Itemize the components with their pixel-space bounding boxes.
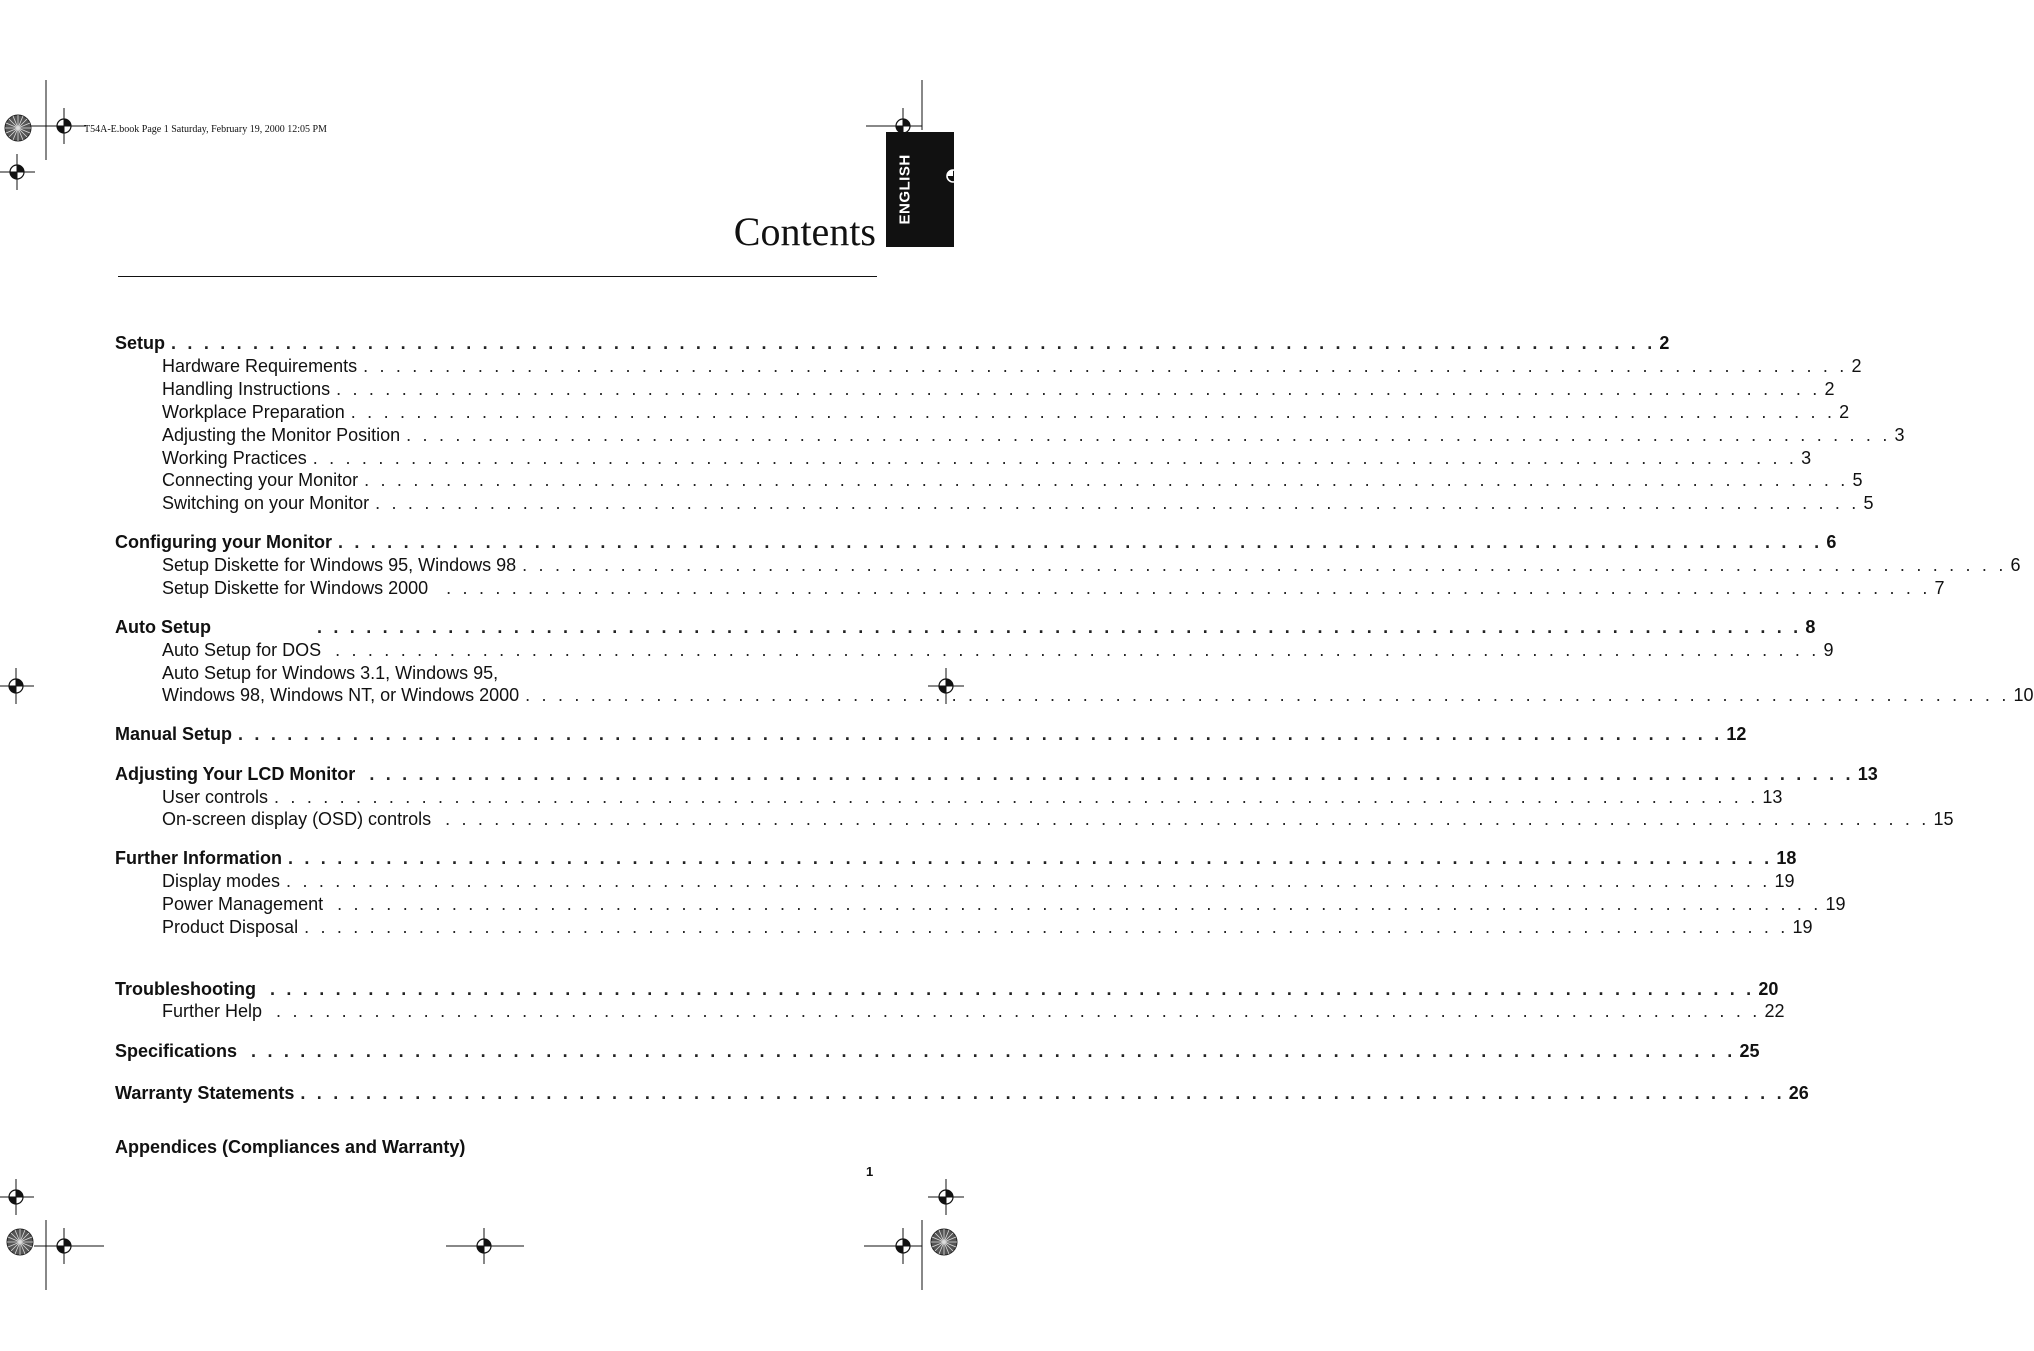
toc-entry-power-management[interactable]	[162, 893, 1846, 916]
dot-leader: . . . . . . . . . . . . . . . . . . . . . . . . . . . . . . . . . . . . . . . . . . . . . . . . . . . . . . . . . . . . . . . . . . . . . . . . . . . . . . . . . . . . . . . . . . .	[171, 333, 1656, 353]
toc-entry-auto-setup-dos[interactable]	[162, 639, 1834, 662]
toc-entry-connecting-monitor[interactable]	[162, 469, 1863, 492]
toc-page-number: 19	[1774, 871, 1795, 891]
dot-leader: . . . . . . . . . . . . . . . . . . . . . . . . . . . . . . . . . . . . . . . . . . . . . . . . . . . . . . . . . . . . . . . . . . . . . . . . . . . . . . . . . . . . . . . . . . .	[286, 871, 1771, 891]
toc-entry-label: On-screen display (OSD) controls	[162, 809, 432, 829]
toc-page-number: 6	[2010, 555, 2021, 575]
toc-entry-osd-controls[interactable]	[162, 808, 1954, 831]
toc-entry-label: Power Management	[162, 894, 324, 914]
toc-entry-label: Hardware Requirements	[162, 356, 358, 376]
toc-entry-label: Product Disposal	[162, 917, 299, 937]
toc-chapter-label: Setup	[115, 333, 166, 353]
dot-leader: . . . . . . . . . . . . . . . . . . . . . . . . . . . . . . . . . . . . . . . . . . . . . . . . . . . . . . . . . . . . . . . . . . . . . . . . . . . . . . . . . . . . . . . . . . .	[276, 1001, 1761, 1021]
toc-chapter-label: Adjusting Your LCD Monitor	[115, 764, 356, 784]
dot-leader: . . . . . . . . . . . . . . . . . . . . . . . . . . . . . . . . . . . . . . . . . . . . . . . . . . . . . . . . . . . . . . . . . . . . . . . . . . . . . . . . . . . . . . . . . . .	[288, 848, 1773, 868]
dot-leader: . . . . . . . . . . . . . . . . . . . . . . . . . . . . . . . . . . . . . . . . . . . . . . . . . . . . . . . . . . . . . . . . . . . . . . . . . . . . . . . . . . . . . . . . . . .	[375, 493, 1860, 513]
toc-page-number: 2	[1824, 379, 1835, 399]
toc-page-number: 10	[2013, 685, 2034, 705]
toc-entry-product-disposal[interactable]	[162, 916, 1813, 939]
toc-chapter-label: Troubleshooting	[115, 979, 256, 999]
toc-entry-label: Windows 98, Windows NT, or Windows 2000	[162, 685, 520, 705]
toc-chapter-configuring-monitor[interactable]	[115, 531, 1837, 554]
toc-page-number: 26	[1788, 1083, 1809, 1103]
toc-page-number: 6	[1826, 532, 1837, 552]
toc-entry-label: Switching on your Monitor	[162, 493, 370, 513]
toc-entry-label: Setup Diskette for Windows 95, Windows 98	[162, 555, 517, 575]
toc-entry-setup-diskette-2000[interactable]	[162, 577, 1945, 600]
toc-entry-label: Workplace Preparation	[162, 402, 345, 422]
toc-entry-setup-diskette-95-98[interactable]	[162, 554, 2021, 577]
toc-page-number: 20	[1758, 979, 1779, 999]
toc-page-number: 18	[1776, 848, 1797, 868]
toc-chapter-further-information[interactable]	[115, 847, 1797, 870]
toc-page-number: 5	[1852, 470, 1863, 490]
page-number: 1	[866, 1164, 874, 1179]
dot-leader: . . . . . . . . . . . . . . . . . . . . . . . . . . . . . . . . . . . . . . . . . . . . . . . . . . . . . . . . . . . . . . . . . . . . . . . . . . . . . . . . . . . . . . . . . . .	[335, 640, 1820, 660]
dot-leader: . . . . . . . . . . . . . . . . . . . . . . . . . . . . . . . . . . . . . . . . . . . . . . . . . . . . . . . . . . . . . . . . . . . . . . . . . . . . . . . . . . . . . . . . . . .	[336, 379, 1821, 399]
dot-leader: . . . . . . . . . . . . . . . . . . . . . . . . . . . . . . . . . . . . . . . . . . . . . . . . . . . . . . . . . . . . . . . . . . . . . . . . . . . . . . . . . . . . . . . . . . .	[238, 724, 1723, 744]
dot-leader: . . . . . . . . . . . . . . . . . . . . . . . . . . . . . . . . . . . . . . . . . . . . . . . . . . . . . . . . . . . . . . . . . . . . . . . . . . . . . . . . . . . . . . . . . . .	[300, 1083, 1785, 1103]
dot-leader: . . . . . . . . . . . . . . . . . . . . . . . . . . . . . . . . . . . . . . . . . . . . . . . . . . . . . . . . . . . . . . . . . . . . . . . . . . . . . . . . . . . . . . . . . . .	[364, 470, 1849, 490]
toc-page-number: 2	[1659, 333, 1670, 353]
dot-leader: . . . . . . . . . . . . . . . . . . . . . . . . . . . . . . . . . . . . . . . . . . . . . . . . . . . . . . . . . . . . . . . . . . . . . . . . . . . . . . . . . . . . . . . . . . .	[522, 555, 2007, 575]
dot-leader: . . . . . . . . . . . . . . . . . . . . . . . . . . . . . . . . . . . . . . . . . . . . . . . . . . . . . . . . . . . . . . . . . . . . . . . . . . . . . . . . . . . . . . . . . . .	[445, 809, 1930, 829]
toc-page-number: 15	[1933, 809, 1954, 829]
toc-chapter-troubleshooting[interactable]	[115, 978, 1779, 1001]
toc-entry-further-help[interactable]	[162, 1000, 1785, 1023]
toc-entry-hardware-requirements[interactable]	[162, 355, 1862, 378]
toc-entry-label: User controls	[162, 787, 269, 807]
toc-entry-label: Adjusting the Monitor Position	[162, 425, 401, 445]
toc-entry-workplace-preparation[interactable]	[162, 401, 1850, 424]
toc-page-number: 9	[1823, 640, 1834, 660]
toc-page-number: 7	[1934, 578, 1945, 598]
toc-chapter-setup[interactable]	[115, 332, 1670, 355]
dot-leader: . . . . . . . . . . . . . . . . . . . . . . . . . . . . . . . . . . . . . . . . . . . . . . . . . . . . . . . . . . . . . . . . . . . . . . . . . . . . . . . . . . . . . . . . . . .	[337, 894, 1822, 914]
toc-chapter-specifications[interactable]	[115, 1040, 1760, 1063]
dot-leader: . . . . . . . . . . . . . . . . . . . . . . . . . . . . . . . . . . . . . . . . . . . . . . . . . . . . . . . . . . . . . . . . . . . . . . . . . . . . . . . . . . . . . . . . . . .	[525, 685, 2010, 705]
toc-chapter-label: Warranty Statements	[115, 1083, 295, 1103]
toc-entry-user-controls[interactable]	[162, 786, 1783, 809]
dot-leader: . . . . . . . . . . . . . . . . . . . . . . . . . . . . . . . . . . . . . . . . . . . . . . . . . . . . . . . . . . . . . . . . . . . . . . . . . . . . . . . . . . . . . . . . . . .	[363, 356, 1848, 376]
toc-entry-label: Connecting your Monitor	[162, 470, 359, 490]
dot-leader: . . . . . . . . . . . . . . . . . . . . . . . . . . . . . . . . . . . . . . . . . . . . . . . . . . . . . . . . . . . . . . . . . . . . . . . . . . . . . . . . . . . . . . . . . . .	[369, 764, 1854, 784]
toc-page-number: 13	[1762, 787, 1783, 807]
toc-chapter-auto-setup[interactable]	[115, 616, 1816, 639]
toc-chapter-label: Auto Setup	[115, 617, 211, 637]
toc-entry-label: Auto Setup for DOS	[162, 640, 322, 660]
language-tab-label: ENGLISH	[896, 154, 914, 225]
toc-page-number: 5	[1863, 493, 1874, 513]
page-title: Contents	[733, 209, 876, 254]
dot-leader: . . . . . . . . . . . . . . . . . . . . . . . . . . . . . . . . . . . . . . . . . . . . . . . . . . . . . . . . . . . . . . . . . . . . . . . . . . . . . . . . . . . . . . . . . . .	[304, 917, 1789, 937]
toc-page-number: 3	[1801, 448, 1812, 468]
toc-entry-label: Setup Diskette for Windows 2000	[162, 578, 429, 598]
toc-entry-auto-setup-windows-line1[interactable]: Auto Setup for Windows 3.1, Windows 95,	[162, 663, 499, 683]
toc-entry-handling-instructions[interactable]	[162, 378, 1835, 401]
toc-page-number: 2	[1839, 402, 1850, 422]
dot-leader: . . . . . . . . . . . . . . . . . . . . . . . . . . . . . . . . . . . . . . . . . . . . . . . . . . . . . . . . . . . . . . . . . . . . . . . . . . . . . . . . . . . . . . . . . . .	[350, 402, 1836, 422]
toc-page-number: 2	[1851, 356, 1862, 376]
toc-chapter-appendices[interactable]: Appendices (Compliances and Warranty)	[115, 1137, 466, 1157]
toc-chapter-label: Manual Setup	[115, 724, 233, 744]
dot-leader: . . . . . . . . . . . . . . . . . . . . . . . . . . . . . . . . . . . . . . . . . . . . . . . . . . . . . . . . . . . . . . . . . . . . . . . . . . . . . . . . . . . . . . . . . . .	[337, 532, 1823, 552]
toc-chapter-label: Further Information	[115, 848, 282, 868]
toc-page-number: 8	[1805, 617, 1816, 637]
toc-chapter-label: Configuring your Monitor	[115, 532, 332, 552]
toc-entry-adjusting-monitor-position[interactable]	[162, 424, 1905, 447]
toc-entry-display-modes[interactable]	[162, 870, 1795, 893]
dot-leader: . . . . . . . . . . . . . . . . . . . . . . . . . . . . . . . . . . . . . . . . . . . . . . . . . . . . . . . . . . . . . . . . . . . . . . . . . . . . . . . . . . . . . . . . . . .	[406, 425, 1891, 445]
dot-leader: . . . . . . . . . . . . . . . . . . . . . . . . . . . . . . . . . . . . . . . . . . . . . . . . . . . . . . . . . . . . . . . . . . . . . . . . . . . . . . . . . . . . . . . . . . .	[317, 617, 1802, 637]
toc-entry-working-practices[interactable]	[162, 447, 1812, 470]
toc-page-number: 19	[1825, 894, 1846, 914]
toc-chapter-adjusting-lcd-monitor[interactable]	[115, 763, 1878, 786]
dot-leader: . . . . . . . . . . . . . . . . . . . . . . . . . . . . . . . . . . . . . . . . . . . . . . . . . . . . . . . . . . . . . . . . . . . . . . . . . . . . . . . . . . . . . . . . . . .	[251, 1041, 1736, 1061]
dot-leader: . . . . . . . . . . . . . . . . . . . . . . . . . . . . . . . . . . . . . . . . . . . . . . . . . . . . . . . . . . . . . . . . . . . . . . . . . . . . . . . . . . . . . . . . . . .	[270, 979, 1755, 999]
toc-page-number: 22	[1764, 1001, 1785, 1021]
toc-entry-switching-on-monitor[interactable]	[162, 492, 1874, 515]
toc-entry-label: Working Practices	[162, 448, 307, 468]
dot-leader: . . . . . . . . . . . . . . . . . . . . . . . . . . . . . . . . . . . . . . . . . . . . . . . . . . . . . . . . . . . . . . . . . . . . . . . . . . . . . . . . . . . . . . . . . . .	[274, 787, 1759, 807]
toc-entry-auto-setup-windows[interactable]	[162, 684, 2034, 707]
toc-entry-label: Display modes	[162, 871, 281, 891]
toc-page-number: 19	[1792, 917, 1813, 937]
toc-chapter-warranty-statements[interactable]	[115, 1082, 1809, 1105]
toc-entry-label: Handling Instructions	[162, 379, 331, 399]
toc-page-number: 25	[1739, 1041, 1760, 1061]
print-header: T54A-E.book Page 1 Saturday, February 19, 2000 12:05 PM	[84, 124, 327, 135]
toc-page-number: 13	[1857, 764, 1878, 784]
dot-leader: . . . . . . . . . . . . . . . . . . . . . . . . . . . . . . . . . . . . . . . . . . . . . . . . . . . . . . . . . . . . . . . . . . . . . . . . . . . . . . . . . . . . . . . . . . .	[446, 578, 1931, 598]
toc-page-number: 3	[1894, 425, 1905, 445]
dot-leader: . . . . . . . . . . . . . . . . . . . . . . . . . . . . . . . . . . . . . . . . . . . . . . . . . . . . . . . . . . . . . . . . . . . . . . . . . . . . . . . . . . . . . . . . . . .	[312, 448, 1798, 468]
toc-chapter-manual-setup[interactable]	[115, 723, 1747, 746]
toc-chapter-label: Specifications	[115, 1041, 238, 1061]
toc-entry-label: Further Help	[162, 1001, 263, 1021]
toc-page-number: 12	[1726, 724, 1747, 744]
